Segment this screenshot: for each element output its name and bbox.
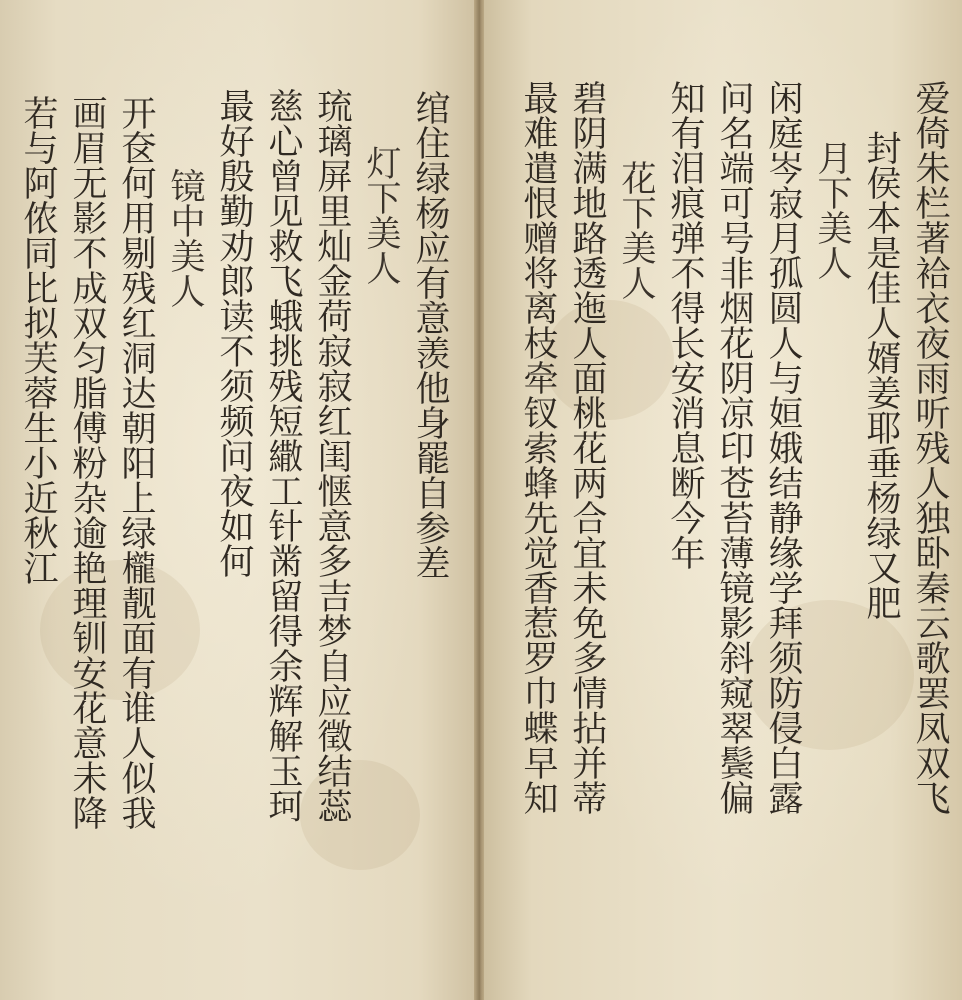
right-column-7-heading: 花下美人 (616, 160, 656, 300)
right-column-2: 封侯本是佳人婿姜耶垂杨绿又肥 (861, 130, 901, 620)
left-page (0, 0, 476, 1000)
left-column-6-heading: 镜中美人 (165, 168, 205, 308)
right-column-4: 闲庭岑寂月孤圆人与姮娥结静缘学拜须防侵白露 (763, 80, 803, 815)
left-column-5: 最好殷勤劝郎读不须频问夜如何 (214, 88, 254, 578)
left-column-2-heading: 灯下美人 (361, 145, 401, 285)
right-column-9: 最难遣恨赠将离枝牵钗索蜂先觉香惹罗巾蝶早知 (518, 80, 558, 815)
right-column-5: 问名端可号非烟花阴凉印苍苔薄镜影斜窥翠鬓偏 (714, 80, 754, 815)
right-column-3-heading: 月下美人 (812, 140, 852, 280)
right-column-6: 知有泪痕弹不得长安消息断今年 (665, 80, 705, 570)
left-column-7: 开奁何用剔残红洞达朝阳上绿櫳靓面有谁人似我 (116, 95, 156, 830)
left-column-1: 绾住绿杨应有意羡他身罷自参差 (410, 90, 450, 580)
left-column-4: 慈心曾见救飞蛾挑残短繖工针黹留得余辉解玉珂 (263, 88, 303, 823)
right-page (484, 0, 962, 1000)
left-column-9: 若与阿侬同比拟芙蓉生小近秋江 (18, 95, 58, 585)
left-column-3: 琉璃屏里灿金荷寂寂红闺惬意多吉梦自应徵结蕊 (312, 88, 352, 823)
left-column-8: 画眉无影不成双匀脂傅粉杂逾艳理钏安花意未降 (67, 95, 107, 830)
right-column-8: 碧阴满地路透迤人面桃花两合宜未免多情拈并蒂 (567, 80, 607, 815)
right-column-1: 爱倚朱栏著袷衣夜雨听残人独卧秦云歌罢凤双飞 (910, 80, 950, 815)
